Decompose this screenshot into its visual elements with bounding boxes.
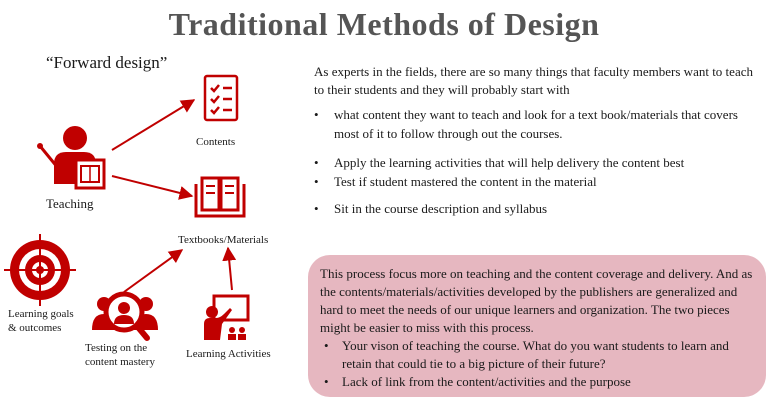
contents-label: Contents xyxy=(196,136,236,148)
box-bullet-item: • Lack of link from the content/activities and the purpose xyxy=(320,373,754,391)
arrow-teaching-to-textbooks xyxy=(112,176,192,196)
box-bullet-item: • Your vison of teaching the course. What do you want students to learn and retain that could tie to a big picture of their future? xyxy=(320,337,754,373)
target-icon xyxy=(4,234,76,306)
presenter-icon xyxy=(204,296,248,340)
forward-design-diagram xyxy=(0,0,310,416)
checklist-icon xyxy=(205,76,237,120)
bullet-list-middle xyxy=(314,154,754,192)
bullet-item: • what content they want to teach and look for a text book/materials that covers most of it to follow through out the courses. xyxy=(314,106,754,144)
open-book-icon xyxy=(196,178,244,216)
teacher-icon xyxy=(37,126,104,188)
box-paragraph: This process focus more on teaching and the content coverage and delivery. And as the contents/materials/activities developed by the publishers are generalized and hard to meet the needs of our unique learners and organization. The two pieces might be easier to miss with this process. xyxy=(320,266,753,335)
learning-activities-label: Learning Activities xyxy=(186,348,271,360)
testing-label: Testing on the content mastery xyxy=(85,342,155,368)
arrow-testing-to-textbooks xyxy=(124,250,182,292)
people-search-icon xyxy=(92,294,158,338)
arrow-activities-to-textbooks xyxy=(228,248,232,290)
intro-text: As experts in the fields, there are so many things that faculty members want to teach to their students and they will probably start with xyxy=(314,64,753,98)
teaching-label: Teaching xyxy=(46,196,94,211)
learning-goals-label: Learning goals & outcomes xyxy=(8,308,74,334)
bullet-item: • Test if student mastered the content in the material xyxy=(314,173,754,192)
bullet-list-top xyxy=(314,106,754,144)
bullet-item: • Sit in the course description and syllabus xyxy=(314,200,754,219)
page-title: Traditional Methods of Design xyxy=(168,6,600,42)
process-note-box xyxy=(308,255,766,397)
textbooks-label: Textbooks/Materials xyxy=(178,234,269,246)
bullet-list-bottom xyxy=(314,200,754,219)
arrow-teaching-to-contents xyxy=(112,100,194,150)
subtitle: “Forward design” xyxy=(46,53,168,72)
box-bullet-list xyxy=(320,337,754,391)
bullet-item: • Apply the learning activities that will help delivery the content best xyxy=(314,154,754,173)
